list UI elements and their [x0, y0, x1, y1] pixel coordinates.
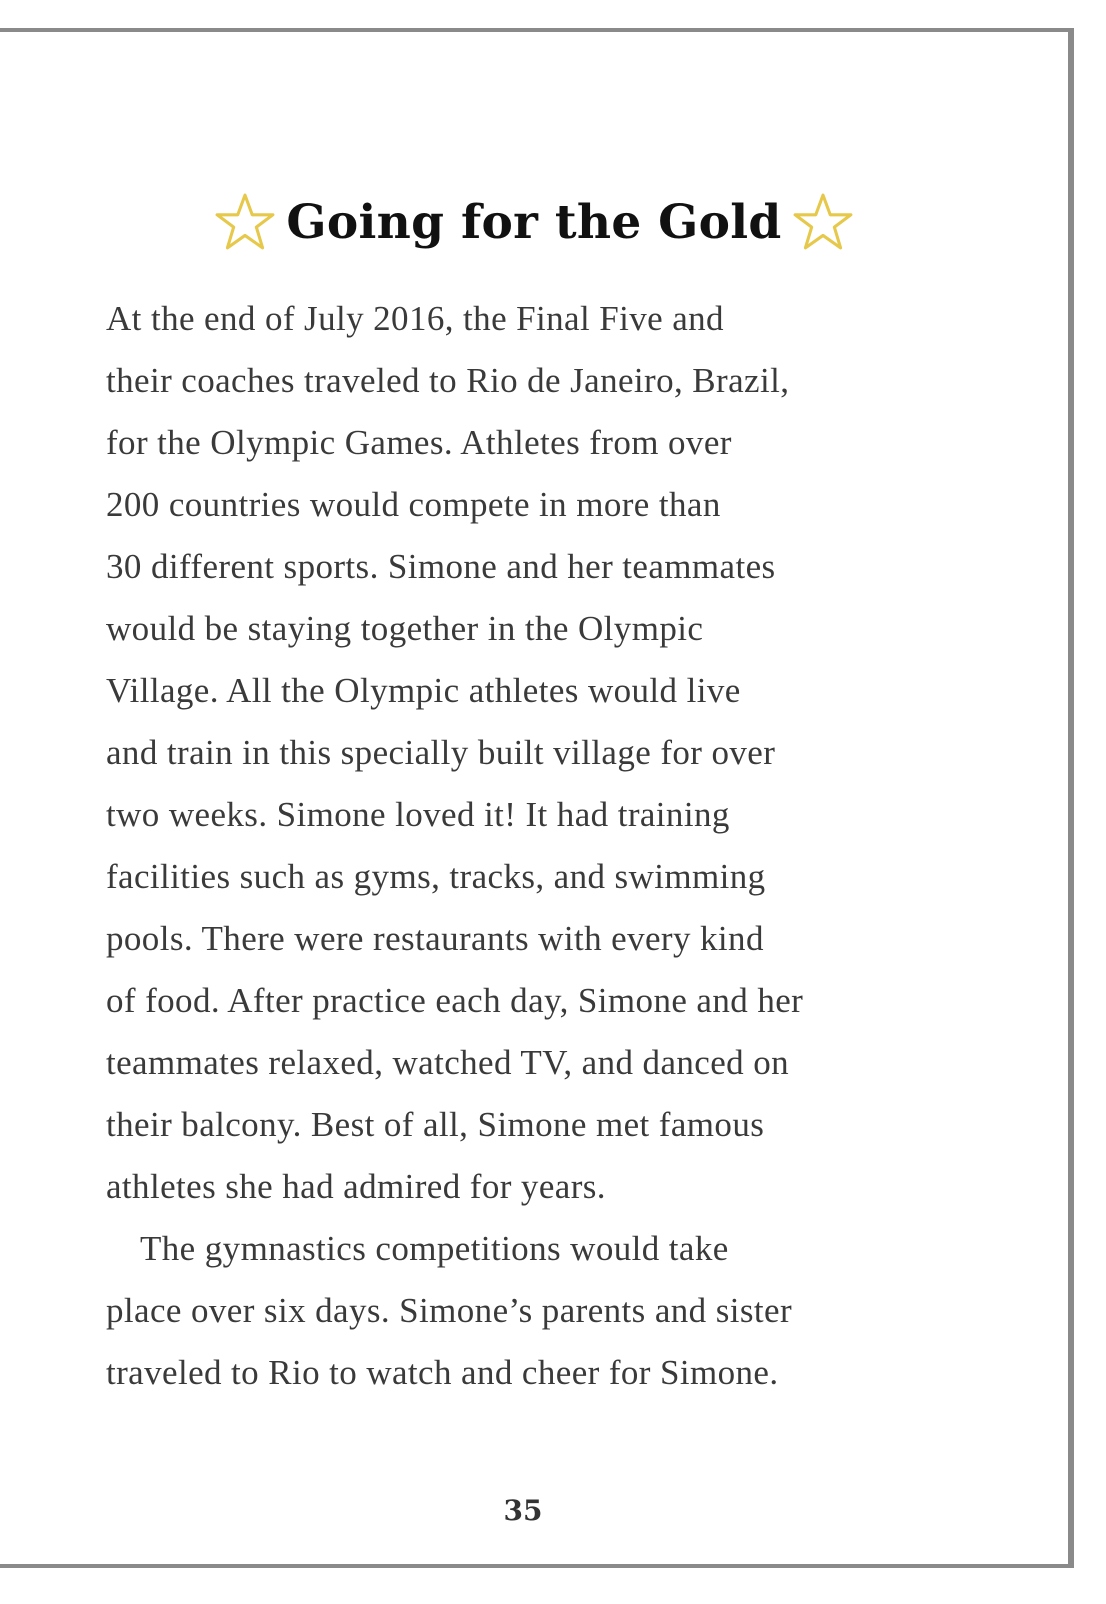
text-line: 30 different sports. Simone and her teammates — [106, 547, 776, 586]
text-line: pools. There were restaurants with every kind — [106, 919, 764, 958]
text-line: teammates relaxed, watched TV, and danced on — [106, 1043, 789, 1082]
chapter-heading — [0, 182, 1068, 262]
text-line: traveled to Rio to watch and cheer for Simone. — [106, 1353, 779, 1392]
star-outline-icon — [792, 191, 854, 253]
text-line: place over six days. Simone’s parents and sister — [106, 1291, 792, 1330]
page-number: 35 — [503, 1494, 543, 1527]
text-line: of food. After practice each day, Simone and her — [106, 981, 804, 1020]
chapter-title: Going for the Gold — [286, 194, 782, 250]
text-line: their coaches traveled to Rio de Janeiro, Brazil, — [106, 361, 790, 400]
text-line: their balcony. Best of all, Simone met famous — [106, 1105, 765, 1144]
text-line: two weeks. Simone loved it! It had training — [106, 795, 730, 834]
star-outline-icon — [214, 191, 276, 253]
body-text — [106, 288, 926, 1404]
text-line: At the end of July 2016, the Final Five and — [106, 299, 724, 338]
text-line: athletes she had admired for years. — [106, 1167, 606, 1206]
text-line: 200 countries would compete in more than — [106, 485, 721, 524]
page-frame — [0, 28, 1074, 1568]
text-line: for the Olympic Games. Athletes from over — [106, 423, 732, 462]
text-line: facilities such as gyms, tracks, and swimming — [106, 857, 766, 896]
text-line: Village. All the Olympic athletes would live — [106, 671, 741, 710]
text-line: would be staying together in the Olympic — [106, 609, 704, 648]
text-line: and train in this specially built village for over — [106, 733, 776, 772]
text-line: The gymnastics competitions would take — [140, 1229, 729, 1268]
